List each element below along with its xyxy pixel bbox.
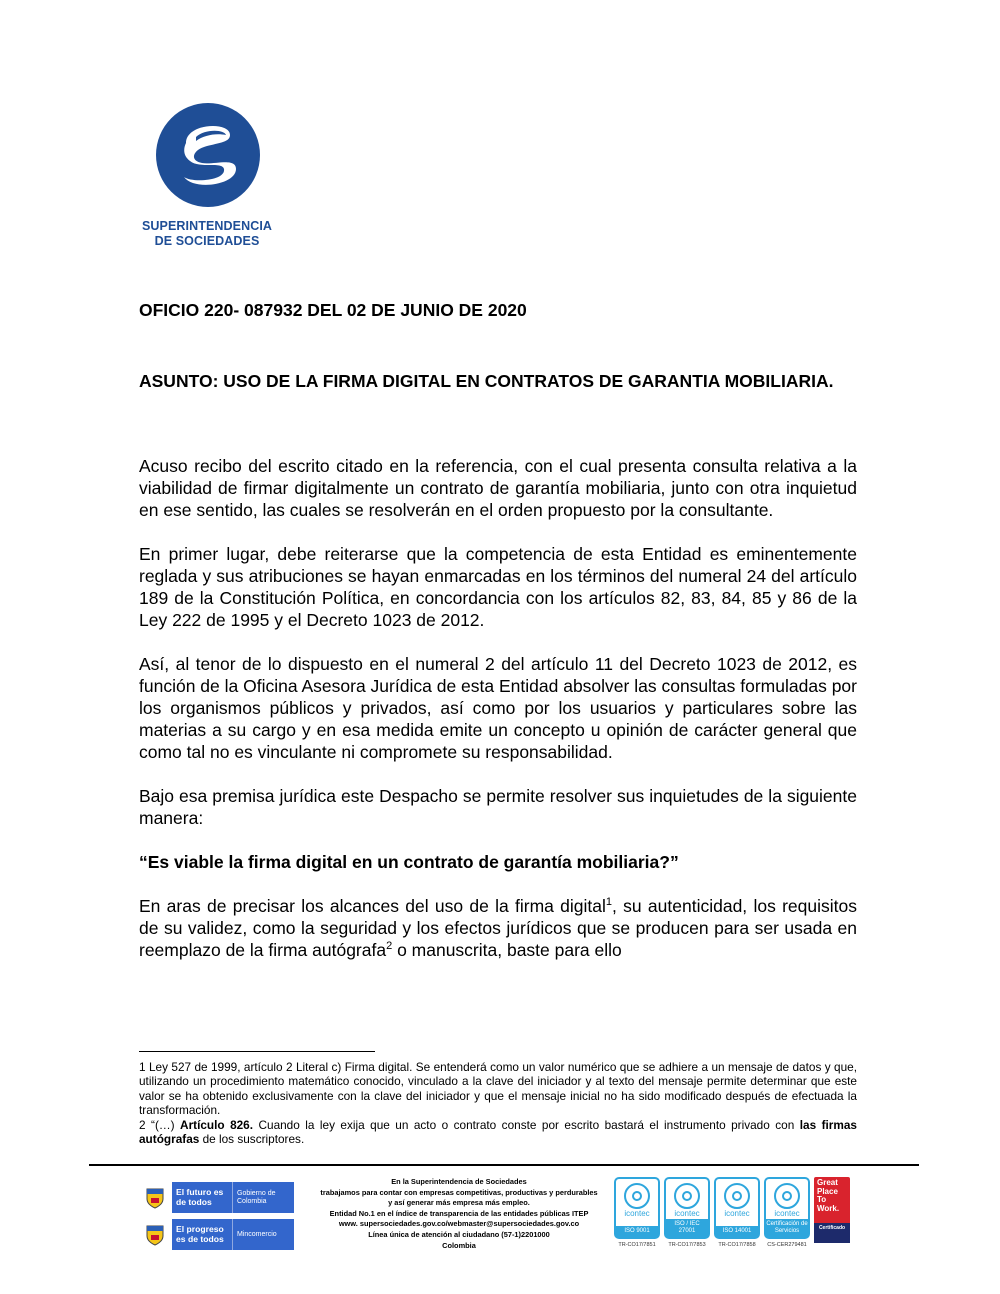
icontec-icon	[624, 1183, 650, 1209]
footer-line: trabajamos para contar con empresas competitivas, productivas y perdurables	[320, 1187, 598, 1197]
footnote-2	[139, 1118, 857, 1147]
question-heading: “Es viable la firma digital en un contrato de garantía mobiliaria?”	[139, 852, 679, 872]
cert-code: TR-CO17/7853	[668, 1242, 706, 1248]
cert-standard: ISO 9001	[616, 1226, 658, 1237]
gov-badge-progreso-sublabel: Mincomercio	[232, 1219, 294, 1250]
certification-badges	[614, 1177, 850, 1248]
footnote-2-bold-2: las firmas autógrafas	[139, 1117, 857, 1147]
cert-standard: ISO 14001	[716, 1226, 758, 1237]
gov-badge-futuro	[138, 1182, 294, 1213]
cert-standard: ISO / IEC 27001	[666, 1219, 708, 1237]
footnote-2-part-a: 2 “(…)	[139, 1117, 181, 1132]
footnote-ref-1[interactable]: 1	[605, 896, 613, 909]
footer-line: Colombia	[442, 1240, 476, 1250]
footnote-2-part-c: de los suscriptores.	[199, 1132, 305, 1147]
gov-badge-futuro-sublabel: Gobierno de Colombia	[232, 1182, 294, 1213]
paragraph-3: Así, al tenor de lo dispuesto en el numeral 2 del artículo 11 del Decreto 1023 de 2012, es función de la Oficina Asesora Jurídica de esta Entidad absolver las consultas formuladas por los organismos públicos y privados, así como por los usuarios y particulares sobre las materias a su cargo y en esa medida emite un concepto u opinión de carácter general que como tal no es vinculante ni compromete su responsabilidad.	[139, 654, 857, 762]
footer-contact-block	[298, 1177, 620, 1251]
gov-badge-futuro-label: El futuro es de todos	[172, 1182, 232, 1213]
paragraph-4: Bajo esa premisa jurídica este Despacho se permite resolver sus inquietudes de la siguiente manera:	[139, 786, 857, 828]
paragraph-5-part-c: o manuscrita, baste para ello	[392, 940, 622, 960]
logo-line-1: SUPERINTENDENCIA	[141, 219, 273, 233]
logo-emblem	[156, 103, 260, 207]
paragraph-5-part-a: En aras de precisar los alcances del uso de la firma digital	[139, 896, 606, 916]
paragraph-2: En primer lugar, debe reiterarse que la competencia de esta Entidad es eminentemente reglada y sus atribuciones se hayan enmarcadas en los términos del numeral 24 del artículo 189 de la Constitución Política, en concordancia con los artículos 82, 83, 84, 85 y 86 de la Ley 222 de 1995 y el Decreto 1023 de 2012.	[139, 544, 857, 630]
gptw-subtitle: Certificado	[814, 1223, 850, 1243]
cert-brand: icontec	[724, 1209, 750, 1218]
paragraph-1: Acuso recibo del escrito citado en la referencia, con el cual presenta consulta relativa a la viabilidad de firmar digitalmente un contrato de garantía mobiliaria, junto con otra inquietud en ese sentido, las cuales se resolverán en el orden propuesto por la consultante.	[139, 456, 857, 520]
footer-line: En la Superintendencia de Sociedades	[391, 1177, 527, 1186]
footnote-ref-2[interactable]: 2	[386, 940, 393, 953]
cert-badge-services	[764, 1177, 810, 1248]
paragraph-5	[139, 895, 857, 961]
document-subject: ASUNTO: USO DE LA FIRMA DIGITAL EN CONTRATOS DE GARANTIA MOBILIARIA.	[139, 371, 834, 391]
gov-badge-progreso	[138, 1219, 294, 1250]
colombia-seal-icon	[138, 1219, 172, 1250]
footnotes	[139, 1060, 857, 1146]
footer-line: Entidad No.1 en el índice de transparencia de las entidades públicas ITEP	[329, 1208, 589, 1218]
icontec-icon	[724, 1183, 750, 1209]
colombia-seal-icon	[138, 1182, 172, 1213]
gptw-title: Great Place To Work.	[817, 1178, 840, 1213]
cert-code: TR-CO17/7858	[718, 1242, 756, 1248]
paragraph-5-part-b: , su autenticidad, los requisitos de su validez, como la seguridad y los efectos jurídicos que se producen para ser usada en reemplazo de la firma autógrafa	[139, 896, 857, 960]
cert-brand: icontec	[774, 1209, 800, 1218]
footer-line: Línea única de atención al ciudadano (57-1)2201000	[368, 1229, 550, 1239]
footer-separator	[89, 1164, 919, 1166]
cert-brand: icontec	[674, 1209, 700, 1218]
document-body	[139, 455, 857, 983]
footnote-1: 1 Ley 527 de 1999, artículo 2 Literal c) Firma digital. Se entenderá como un valor numérico que se adhiere a un mensaje de datos y que, utilizando un procedimiento matemático conocido, vinculado a la clave del iniciador y al texto del mensaje permite determinar que este valor se ha obtenido exclusivamente con la clave del iniciador y que el mensaje inicial no ha sido modificado después de efectuada la transformación.	[139, 1060, 857, 1118]
cert-code: CS-CER279481	[767, 1242, 807, 1248]
cert-brand: icontec	[624, 1209, 650, 1218]
footer-line: y así generar más empresa más empleo.	[388, 1198, 530, 1208]
great-place-to-work-badge	[814, 1177, 850, 1243]
logo-line-2: DE SOCIEDADES	[154, 233, 260, 248]
gov-badge-progreso-label: El progreso es de todos	[172, 1219, 232, 1250]
footnote-separator	[139, 1051, 375, 1052]
footnote-2-bold-1: Artículo 826.	[180, 1117, 254, 1132]
superintendencia-logo	[140, 103, 274, 248]
footer-web-line[interactable]: www. supersociedades.gov.co/webmaster@supersociedades.gov.co	[338, 1219, 580, 1229]
icontec-icon	[774, 1183, 800, 1209]
document-title: OFICIO 220- 087932 DEL 02 DE JUNIO DE 2020	[139, 300, 527, 320]
cert-code: TR-CO17/7851	[618, 1242, 656, 1248]
cert-badge-iso9001	[614, 1177, 660, 1248]
cert-badge-iso14001	[714, 1177, 760, 1248]
icontec-icon	[674, 1183, 700, 1209]
cert-badge-iso27001	[664, 1177, 710, 1248]
logo-wordmark	[140, 219, 274, 248]
cert-standard: Certificación de Servicios	[766, 1219, 808, 1237]
footnote-2-part-b: Cuando la ley exija que un acto o contrato conste por escrito bastará el instrumento privado con	[253, 1117, 800, 1132]
